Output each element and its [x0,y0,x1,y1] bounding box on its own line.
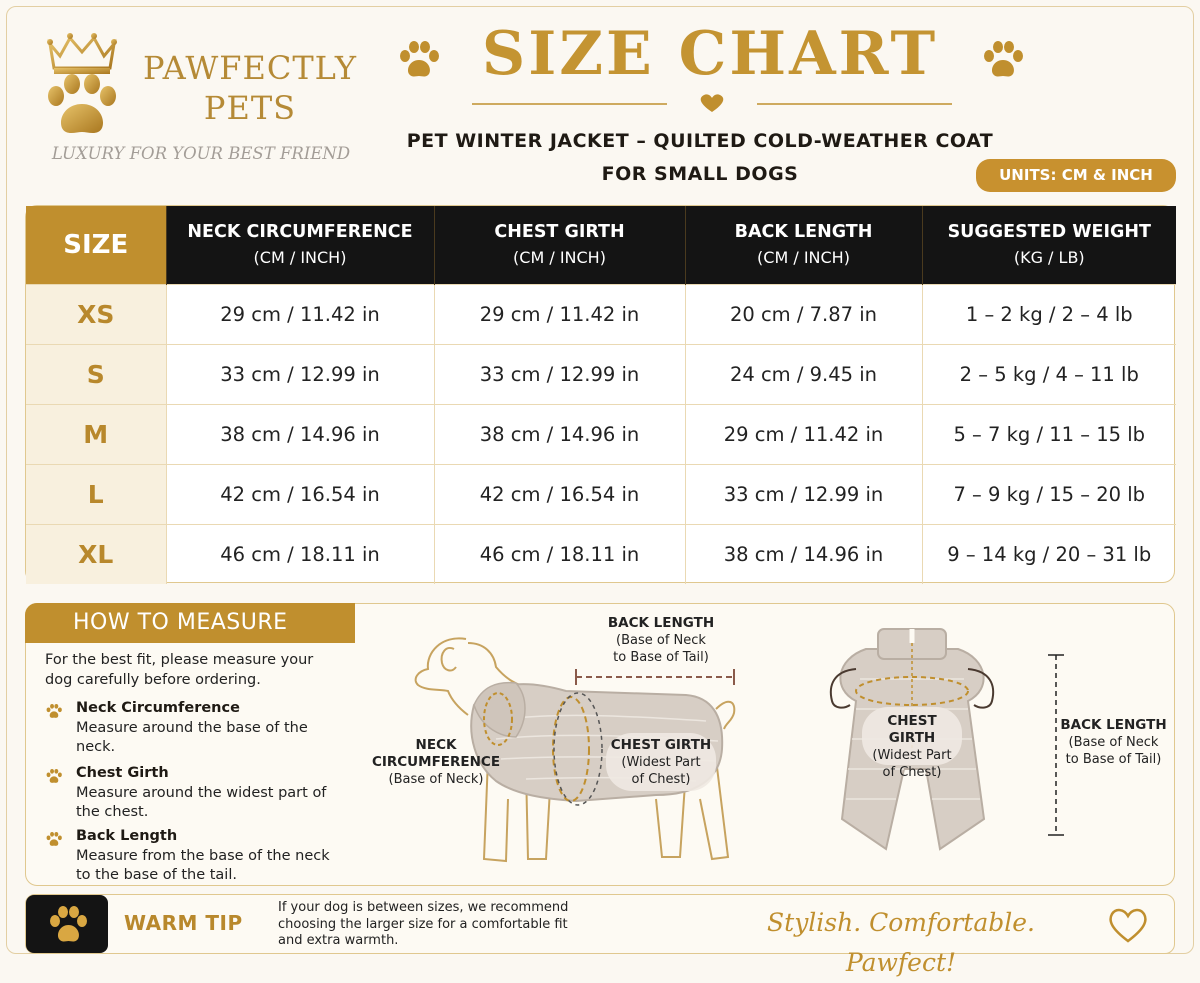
measure-intro: For the best fit, please measure your dog carefully before ordering. [45,652,314,688]
table-cell: 29 cm / 11.42 in [166,284,434,344]
measure-item-title: Neck Circumference [76,700,240,716]
paw-icon [44,830,64,848]
table-row [26,404,1176,464]
paw-icon [980,36,1026,82]
page-title: SIZE CHART [481,19,939,89]
brand-name-line2: PETS [203,89,297,127]
column-header-weight [922,206,1176,284]
table-cell: 38 cm / 14.96 in [166,404,434,464]
column-header-back [685,206,922,284]
warm-tip-text: If your dog is between sizes, we recommend choosing the larger size for a comfortable fit and extra warmth. [278,900,569,948]
column-label: NECK CIRCUMFERENCE [187,221,413,242]
label-sub: of Chest) [882,765,942,780]
brand [30,20,370,170]
label-sub: (Widest Part [621,755,701,770]
crown-paw-icon [36,22,128,142]
paw-icon [26,895,108,953]
table-cell: 1 – 2 kg / 2 – 4 lb [922,284,1176,344]
label-sub: (Base of Neck) [388,772,484,787]
measure-item-desc: Measure around the widest part of the chest. [76,785,327,820]
table-cell: 46 cm / 18.11 in [434,524,685,584]
label-sub: (Base of Neck [616,633,706,648]
table-cell: 38 cm / 14.96 in [685,524,922,584]
label-title: BACK LENGTH [1060,717,1167,733]
label-title: CIRCUMFERENCE [371,754,501,770]
units-badge: UNITS: CM & INCH [976,159,1176,192]
how-to-measure-heading: HOW TO MEASURE [25,603,355,643]
table-row [26,344,1176,404]
table-cell: 33 cm / 12.99 in [434,344,685,404]
column-header-size: SIZE [26,206,166,284]
heart-outline-icon [1106,905,1150,945]
neck-circumference-label [356,737,516,788]
measure-item-title: Back Length [76,828,178,844]
size-cell: L [26,464,166,524]
column-unit: (CM / INCH) [757,247,850,267]
warm-tip-bar [25,894,1175,977]
label-title: CHEST GIRTH [610,737,712,753]
table-cell: 29 cm / 11.42 in [685,404,922,464]
measure-item-desc: Measure around the base of the neck. [76,720,308,755]
column-label: CHEST GIRTH [494,221,625,242]
table-cell: 33 cm / 12.99 in [166,344,434,404]
how-to-measure-panel [25,603,1175,886]
table-cell: 38 cm / 14.96 in [434,404,685,464]
table-cell: 9 – 14 kg / 20 – 31 lb [922,524,1176,584]
table-header-row [26,206,1176,284]
table-row [26,464,1176,524]
label-title: BACK LENGTH [607,615,715,631]
warm-tip-label: WARM TIP [124,911,243,935]
table-cell: 2 – 5 kg / 4 – 11 lb [922,344,1176,404]
slogan: Stylish. Comfortable. Pawfect! [767,908,1035,977]
table-cell: 24 cm / 9.45 in [685,344,922,404]
measure-diagram [356,609,1171,881]
column-unit: (CM / INCH) [253,247,347,267]
back-length-flat-label [1056,717,1171,768]
table-cell: 33 cm / 12.99 in [685,464,922,524]
column-unit: (KG / LB) [1013,247,1085,267]
brand-name [140,48,360,128]
column-unit: (CM / INCH) [513,247,606,267]
table-cell: 46 cm / 18.11 in [166,524,434,584]
subtitle-line1: PET WINTER JACKET – QUILTED COLD-WEATHER COAT [406,130,994,152]
table-cell: 5 – 7 kg / 11 – 15 lb [922,404,1176,464]
paw-icon [396,36,442,82]
paw-icon [44,767,64,785]
label-sub: (Base of Neck [1068,735,1159,750]
size-cell: S [26,344,166,404]
column-label: SUGGESTED WEIGHT [947,221,1151,242]
measure-item-title: Chest Girth [76,765,169,781]
brand-name-line1: PAWFECTLY [142,49,357,87]
back-length-label [576,615,746,666]
table-cell: 42 cm / 16.54 in [434,464,685,524]
table-row [26,284,1176,344]
label-title: NECK [415,737,457,753]
table-row [26,524,1176,584]
column-header-chest [434,206,685,284]
size-table [25,205,1175,583]
label-sub: of Chest) [631,772,691,787]
size-cell: XS [26,284,166,344]
heart-icon [701,94,724,112]
brand-tagline: LUXURY FOR YOUR BEST FRIEND [51,144,351,163]
page-subtitle [360,125,1040,191]
chest-girth-label [601,737,721,788]
title-divider [472,92,952,116]
label-sub: (Widest Part [872,748,952,763]
subtitle-line2: FOR SMALL DOGS [601,163,799,185]
column-header-neck [166,206,434,284]
size-cell: XL [26,524,166,584]
table-cell: 42 cm / 16.54 in [166,464,434,524]
table-cell: 7 – 9 kg / 15 – 20 lb [922,464,1176,524]
size-cell: M [26,404,166,464]
table-cell: 29 cm / 11.42 in [434,284,685,344]
label-title: CHEST GIRTH [887,713,937,746]
label-sub: to Base of Tail) [1065,752,1162,767]
paw-icon [44,702,64,720]
table-cell: 20 cm / 7.87 in [685,284,922,344]
column-label: BACK LENGTH [734,221,873,242]
chest-girth-flat-label [862,713,962,781]
measure-item-desc: Measure from the base of the neck to the base of the tail. [76,848,330,883]
label-sub: to Base of Tail) [613,650,709,665]
